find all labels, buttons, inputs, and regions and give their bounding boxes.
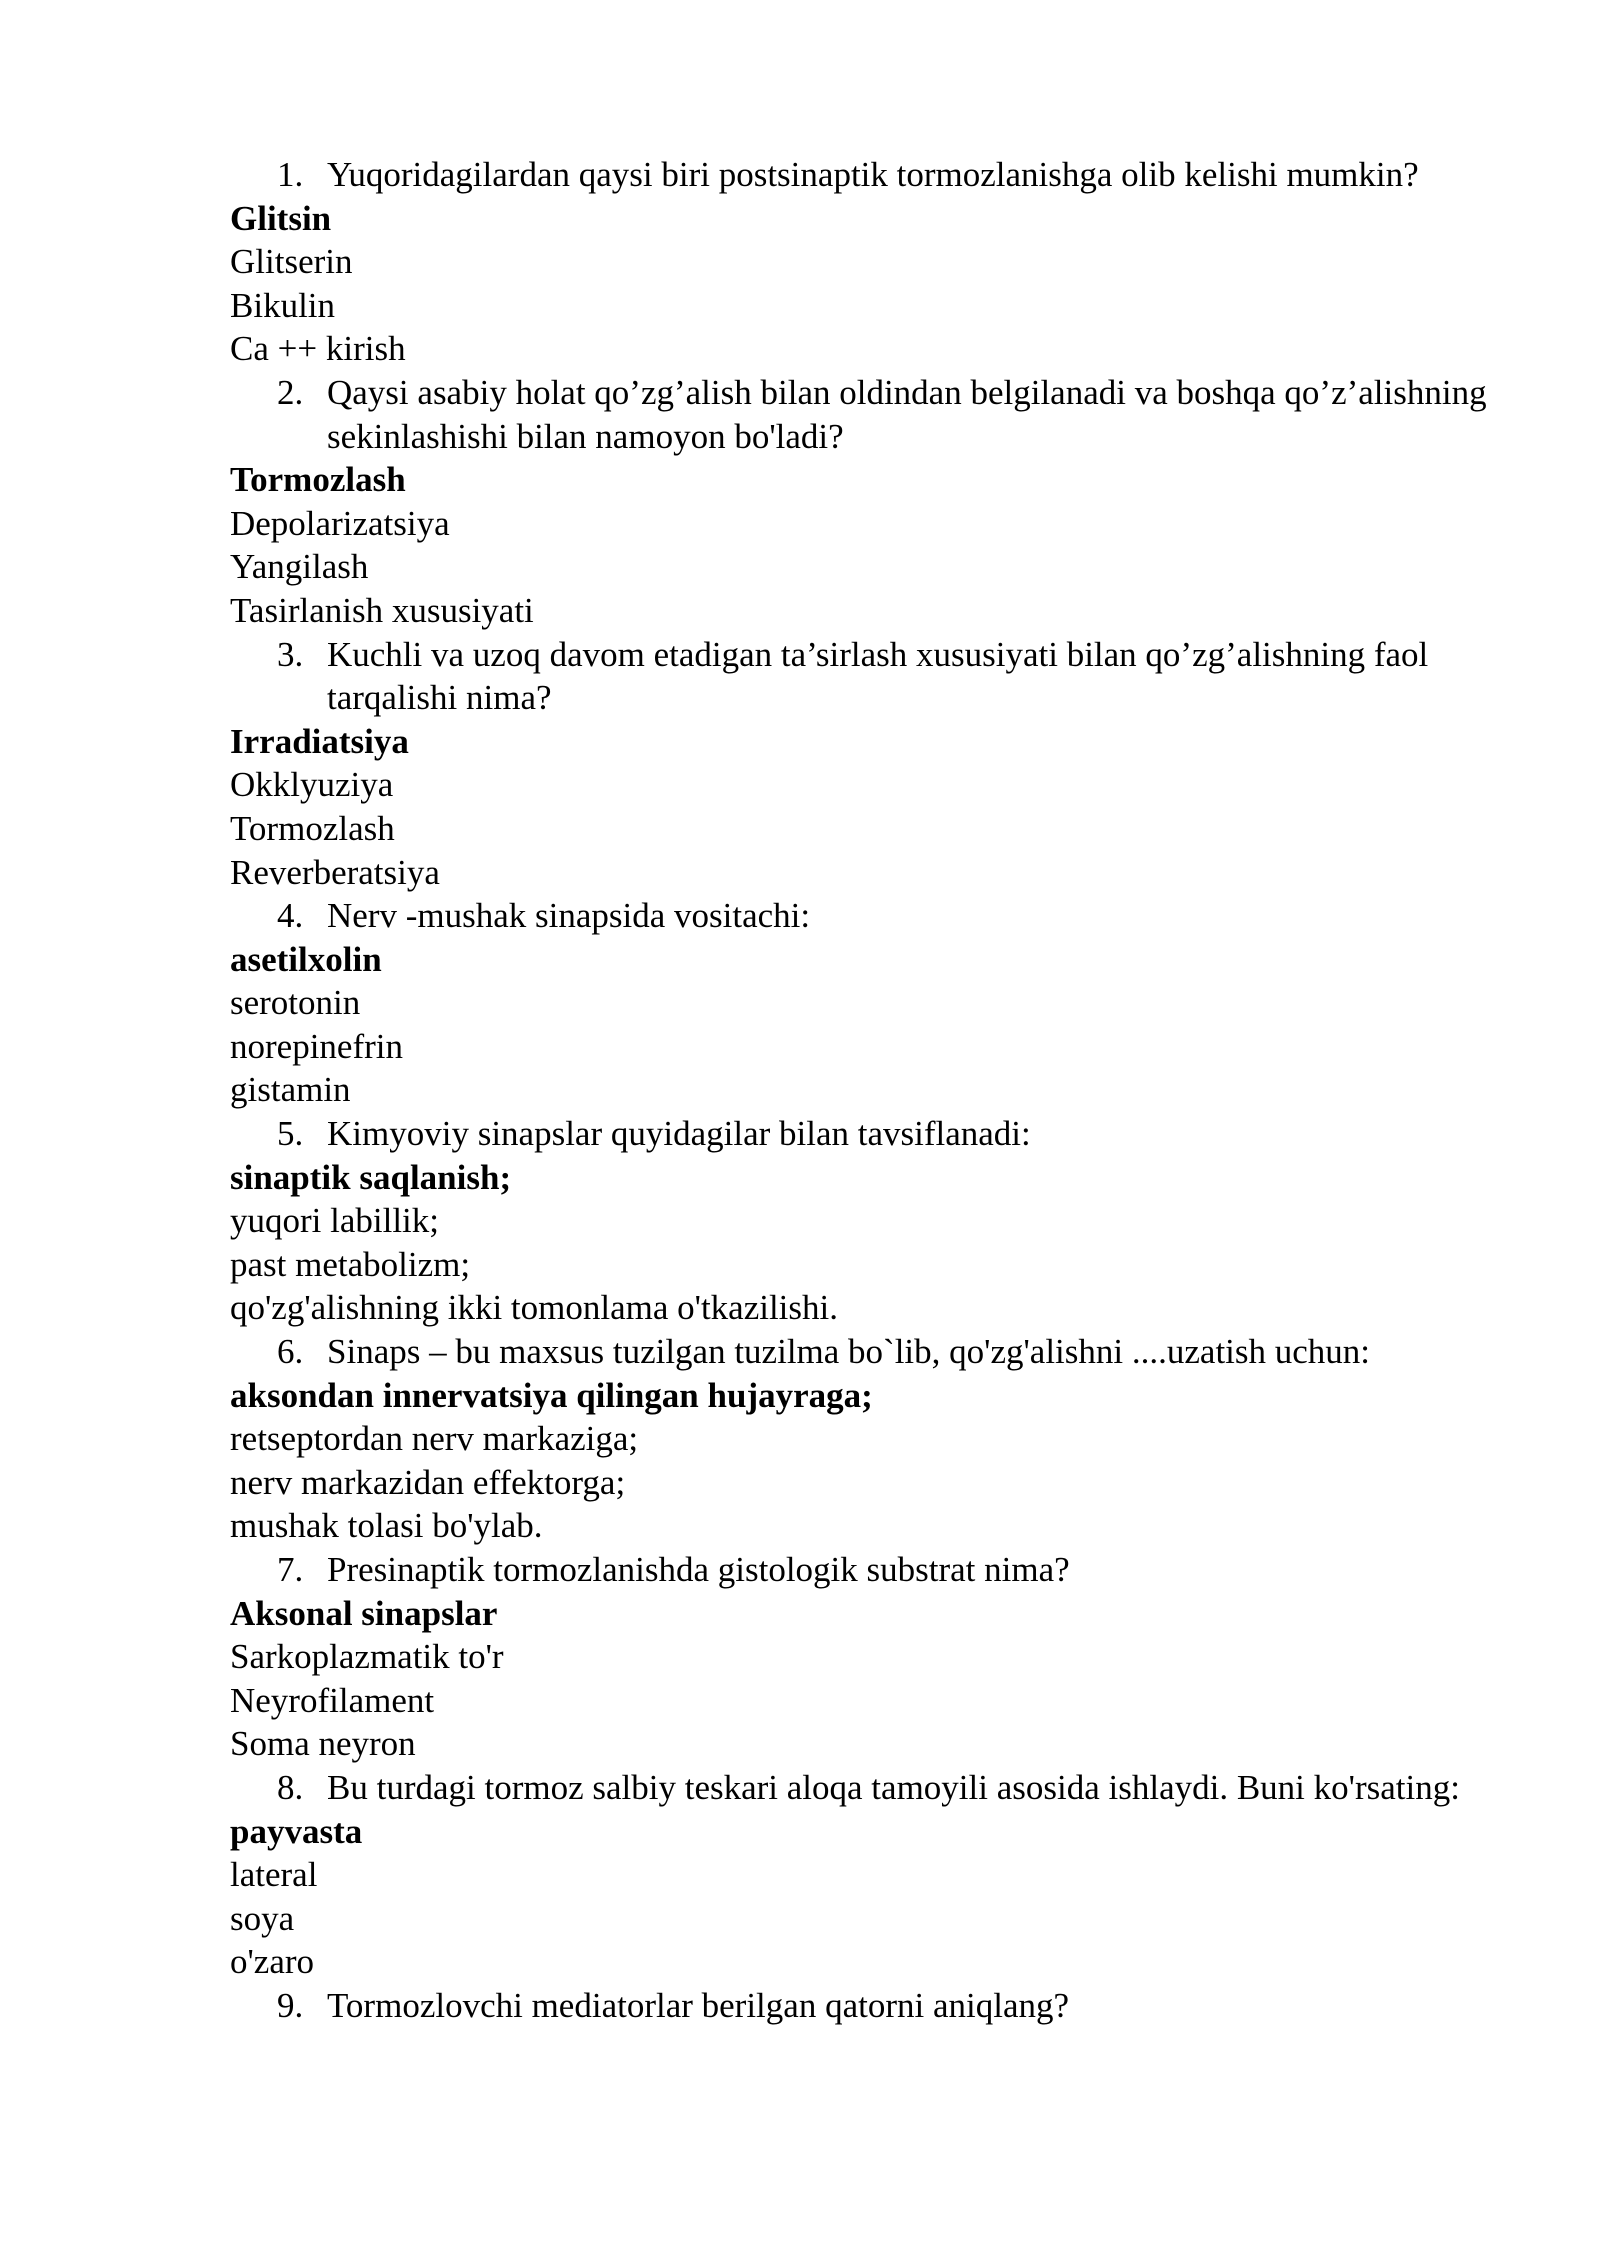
- question-6: [230, 1330, 1530, 1374]
- answer-option: mushak tolasi bo'ylab.: [230, 1506, 543, 1546]
- question-1: [230, 153, 1530, 197]
- answer-correct: Aksonal sinapslar: [230, 1593, 498, 1633]
- question-number: 6.: [277, 1332, 304, 1372]
- question-3: [230, 633, 1530, 720]
- answer-option: Glitserin: [230, 242, 353, 282]
- question-2: [230, 371, 1530, 458]
- answer-correct: sinaptik saqlanish;: [230, 1157, 512, 1197]
- answer-option: norepinefrin: [230, 1026, 403, 1066]
- question-text: Nerv -mushak sinapsida vositachi:: [327, 896, 811, 936]
- answer-option: Tasirlanish xususiyati: [230, 590, 534, 630]
- question-number: 3.: [277, 634, 304, 674]
- question-8: [230, 1766, 1530, 1810]
- question-number: 5.: [277, 1114, 304, 1154]
- answer-option: Sarkoplazmatik to'r: [230, 1637, 504, 1677]
- question-9: [230, 1984, 1530, 2028]
- question-text: Qaysi asabiy holat qo’zg’alish bilan oldindan belgilanadi va boshqa qo’z’alishning sekinlashishi bilan namoyon bo'ladi?: [327, 372, 1487, 456]
- answer-correct: payvasta: [230, 1811, 363, 1851]
- answer-option: Yangilash: [230, 547, 369, 587]
- question-text: Kimyoviy sinapslar quyidagilar bilan tavsiflanadi:: [327, 1114, 1031, 1154]
- answer-option: o'zaro: [230, 1942, 315, 1982]
- answer-option: soya: [230, 1898, 295, 1938]
- question-text: Tormozlovchi mediatorlar berilgan qatorni aniqlang?: [327, 1985, 1070, 2025]
- answer-option: nerv markazidan effektorga;: [230, 1462, 626, 1502]
- answer-option: past metabolizm;: [230, 1244, 471, 1284]
- question-number: 4.: [277, 896, 304, 936]
- answer-option: Neyrofilament: [230, 1680, 435, 1720]
- question-text: Bu turdagi tormoz salbiy teskari aloqa tamoyili asosida ishlaydi. Buni ko'rsating:: [327, 1767, 1460, 1807]
- question-number: 8.: [277, 1767, 304, 1807]
- answer-option: Bikulin: [230, 285, 336, 325]
- answer-option: retseptordan nerv markaziga;: [230, 1419, 639, 1459]
- answer-option: Okklyuziya: [230, 765, 394, 805]
- question-text: Presinaptik tormozlanishda gistologik substrat nima?: [327, 1550, 1070, 1589]
- answer-option: Soma neyron: [230, 1724, 416, 1764]
- answer-option: Tormozlash: [230, 808, 395, 848]
- answer-correct: Irradiatsiya: [230, 721, 409, 761]
- question-number: 7.: [277, 1550, 304, 1589]
- question-7: [230, 1548, 1530, 1592]
- answer-correct: Tormozlash: [230, 460, 406, 500]
- question-text: Kuchli va uzoq davom etadigan ta’sirlash xususiyati bilan qo’zg’alishning faol tarqalishi nima?: [327, 634, 1429, 718]
- quiz-content: [230, 153, 1530, 2028]
- answer-option: serotonin: [230, 983, 361, 1023]
- question-text: Yuqoridagilardan qaysi biri postsinaptik tormozlanishga olib kelishi mumkin?: [327, 155, 1419, 194]
- answer-correct: aksondan innervatsiya qilingan hujayraga;: [230, 1375, 873, 1415]
- answer-option: qo'zg'alishning ikki tomonlama o'tkazilishi.: [230, 1288, 839, 1328]
- answer-option: gistamin: [230, 1070, 351, 1110]
- question-4: [230, 894, 1530, 938]
- answer-correct: Glitsin: [230, 198, 332, 238]
- question-5: [230, 1112, 1530, 1156]
- question-number: 9.: [277, 1985, 304, 2025]
- answer-correct: asetilxolin: [230, 939, 382, 979]
- answer-option: Ca ++ kirish: [230, 329, 406, 369]
- answer-option: Depolarizatsiya: [230, 503, 450, 543]
- answer-option: Reverberatsiya: [230, 852, 440, 892]
- question-number: 2.: [277, 372, 304, 412]
- answer-option: yuqori labillik;: [230, 1201, 440, 1241]
- question-text: Sinaps – bu maxsus tuzilgan tuzilma bo`lib, qo'zg'alishni ....uzatish uchun:: [327, 1332, 1371, 1372]
- answer-option: lateral: [230, 1855, 318, 1895]
- question-number: 1.: [277, 155, 304, 194]
